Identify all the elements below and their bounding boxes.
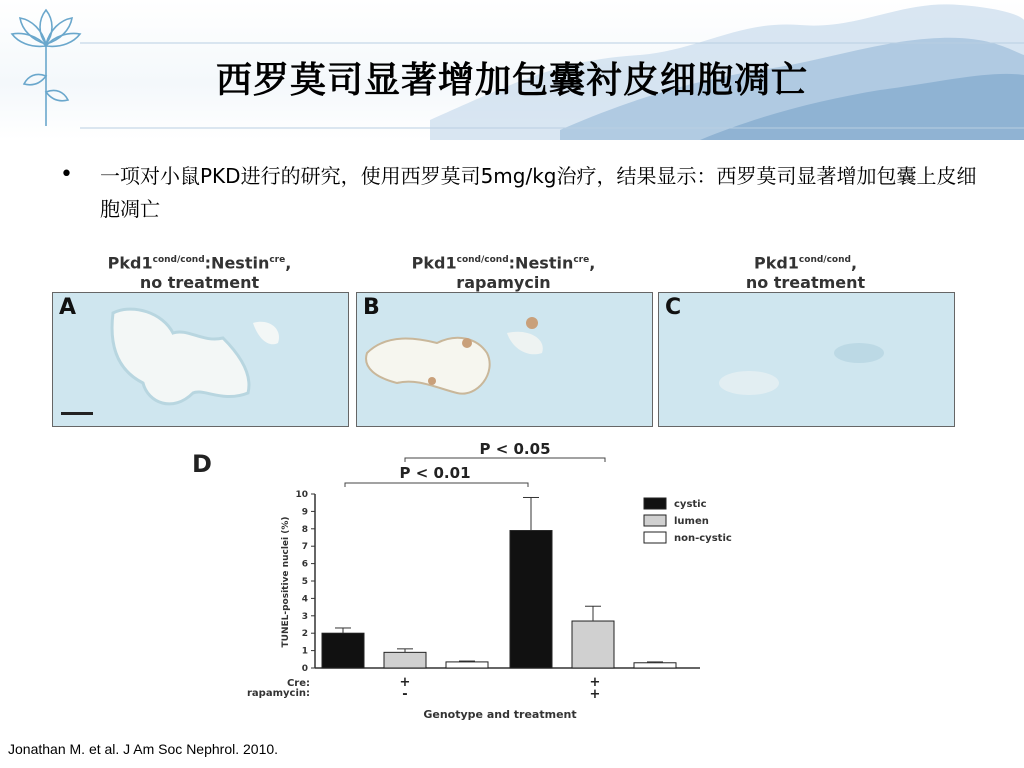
bar-non-cystic xyxy=(446,662,488,668)
histology-panel-a xyxy=(52,292,349,427)
bracket-p-005 xyxy=(405,458,605,462)
legend-swatch-cystic xyxy=(644,498,666,509)
legend-label-non-cystic: non-cystic xyxy=(674,533,732,544)
y-tick-label: 4 xyxy=(301,594,308,605)
panel-c-caption: $Pkd1^{cond/cond}$, no treatment xyxy=(745,253,866,293)
bar-lumen xyxy=(572,621,614,668)
bar-cystic xyxy=(322,633,364,668)
y-tick-label: 9 xyxy=(301,507,308,518)
y-tick-label: 10 xyxy=(295,490,308,500)
panel-a-caption: $Pkd1^{cond/cond}:Nestin^{cre}$, no treatment xyxy=(107,253,292,293)
panel-a-letter: A xyxy=(59,295,77,320)
chart-panel-letter: D xyxy=(192,450,212,478)
slide-title: 西罗莫司显著增加包囊衬皮细胞凋亡 xyxy=(215,60,808,101)
panel-b-letter: B xyxy=(363,295,380,320)
bracket-p-001 xyxy=(345,483,528,487)
row-label-rapamycin: rapamycin: xyxy=(247,688,310,699)
chart-legend xyxy=(644,498,732,544)
tunel-bar-chart xyxy=(200,434,800,724)
x-axis-label: Genotype and treatment xyxy=(423,708,577,721)
group-2-rapamycin-sign: + xyxy=(589,687,601,702)
histology-panel-b xyxy=(356,292,653,427)
bullet-text: 一项对小鼠PKD进行的研究，使用西罗莫司5mg/kg治疗，结果显示：西罗莫司显著增加包囊上皮细胞凋亡 xyxy=(100,164,977,221)
panel-c-image xyxy=(659,293,954,426)
y-axis-label: TUNEL-positive nuclei (%) xyxy=(281,516,291,648)
legend-swatch-non-cystic xyxy=(644,532,666,543)
panel-b-image xyxy=(357,293,652,426)
annotation-p-001: P < 0.01 xyxy=(399,464,471,482)
legend-label-lumen: lumen xyxy=(674,516,709,527)
y-tick-label: 1 xyxy=(301,646,308,657)
panel-a-image xyxy=(53,293,348,426)
group-2-cre-sign: + xyxy=(589,675,601,690)
legend-swatch-lumen xyxy=(644,515,666,526)
y-tick-label: 2 xyxy=(301,629,308,640)
group-1-cre-sign: + xyxy=(399,675,411,690)
citation: Jonathan M. et al. J Am Soc Nephrol. 2010. xyxy=(8,741,279,757)
bar-lumen xyxy=(384,652,426,668)
y-tick-label: 5 xyxy=(301,577,308,587)
scale-bar xyxy=(61,412,93,415)
bullet-marker: • xyxy=(60,162,73,187)
legend-label-cystic: cystic xyxy=(674,499,707,510)
bar-cystic xyxy=(510,531,552,668)
y-tick-label: 3 xyxy=(301,611,308,622)
y-tick-label: 6 xyxy=(301,559,308,570)
bar-non-cystic xyxy=(634,663,676,668)
y-tick-label: 7 xyxy=(301,542,308,553)
plot-area xyxy=(295,490,700,674)
row-label-cre: Cre: xyxy=(286,678,310,689)
group-1-rapamycin-sign: - xyxy=(402,687,408,702)
y-tick-label: 8 xyxy=(301,524,308,535)
panel-c-letter: C xyxy=(665,295,682,320)
histology-panel-c xyxy=(658,292,955,427)
panel-b-caption: $Pkd1^{cond/cond}:Nestin^{cre}$, rapamycin xyxy=(411,253,596,293)
y-tick-label: 0 xyxy=(301,664,308,674)
annotation-p-005: P < 0.05 xyxy=(479,440,551,458)
